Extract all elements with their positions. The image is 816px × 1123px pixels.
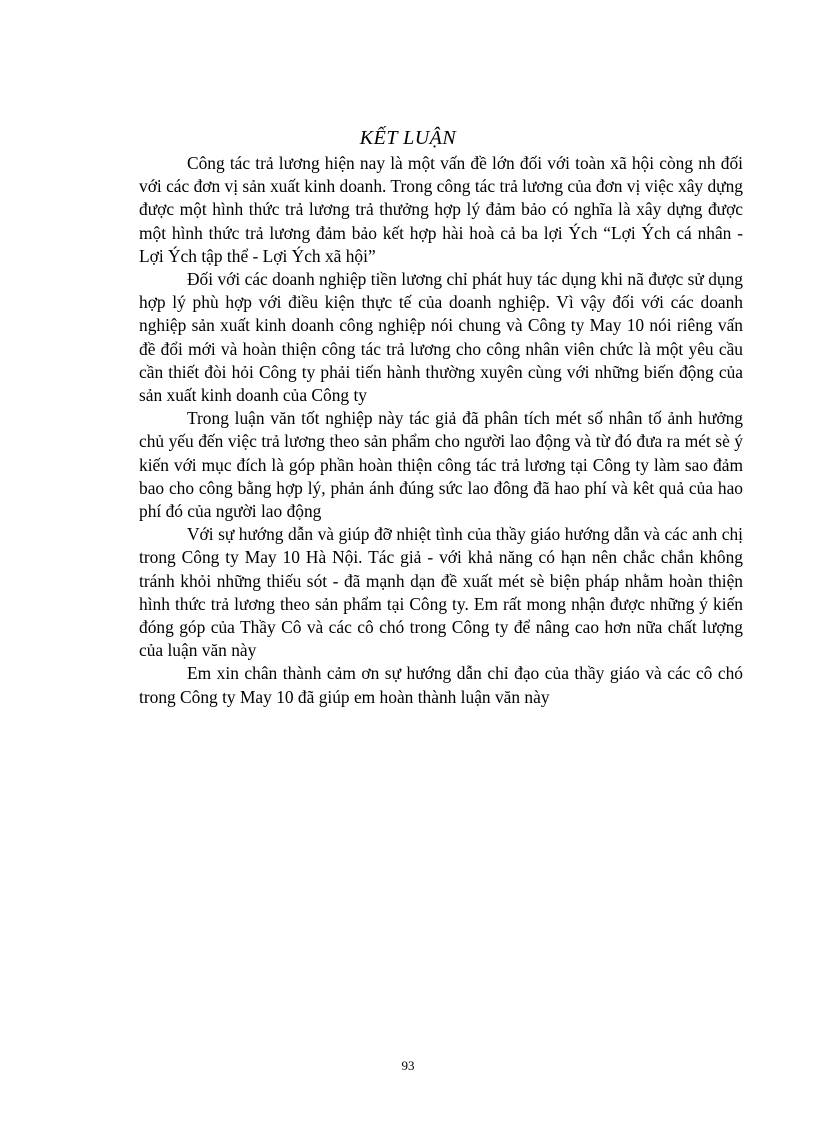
- paragraph-1: Công tác trả lương hiện nay là một vấn đề lớn đối với toàn xã hội còng nh đối với các đơn vị sản xuất kinh doanh. Trong công tác trả lương của đơn vị việc xây dựng được một hình thức trả lương trả thưởng hợp lý đảm bảo có nghĩa là xây dựng được một hình thức trả lương đảm bảo kết hợp hài hoà cả ba lợi Ých “Lợi Ých cá nhân - Lợi Ých tập thể - Lợi Ých xã hội”: [139, 153, 743, 266]
- body-text: [139, 152, 743, 709]
- paragraph-4: Với sự hướng dẫn và giúp đỡ nhiệt tình của thầy giáo hướng dẫn và các anh chị trong Công ty May 10 Hà Nội. Tác giả - với khả năng có hạn nên chắc chắn không tránh khỏi những thiếu sót - đã mạnh dạn đề xuất mét sè biện pháp nhằm hoàn thiện hình thức trả lương theo sản phẩm tại Công ty. Em rất mong nhận được những ý kiến đóng góp của Thầy Cô và các cô chó trong Công ty để nâng cao hơn nữa chất lượng của luận văn này: [139, 524, 743, 661]
- page-title: KẾT LUẬN: [359, 127, 457, 149]
- page-number: 93: [401, 1058, 415, 1073]
- paragraph-3: Trong luận văn tốt nghiệp này tác giả đã phân tích mét số nhân tố ảnh hưởng chủ yếu đến việc trả lương theo sản phẩm cho người lao động và từ đó đưa ra mét sè ý kiến với mục đích là góp phần hoàn thiện công tác trả lương tại Công ty làm sao đảm bao cho công bằng hợp lý, phản ánh đúng sức lao đông đã hao phí và kêt quả của hao phí đó của người lao động: [139, 408, 743, 522]
- paragraph-5: Em xin chân thành cảm ơn sự hướng dẫn chỉ đạo của thầy giáo và các cô chó trong Công ty May 10 đã giúp em hoàn thành luận văn này: [139, 663, 743, 707]
- paragraph-2: Đối với các doanh nghiệp tiền lương chỉ phát huy tác dụng khi nã được sử dụng hợp lý phù hợp với điều kiện thực tế của doanh nghiệp. Vì vậy đối với các doanh nghiệp sản xuất kinh doanh công nghiệp nói chung và Công ty May 10 nói riêng vấn đề đổi mới và hoàn thiện công tác trả lương cho công nhân viên chức là một yêu cầu cần thiết đòi hỏi Công ty phải tiến hành thường xuyên cùng với những biến động của sản xuất kinh doanh của Công ty: [139, 269, 743, 406]
